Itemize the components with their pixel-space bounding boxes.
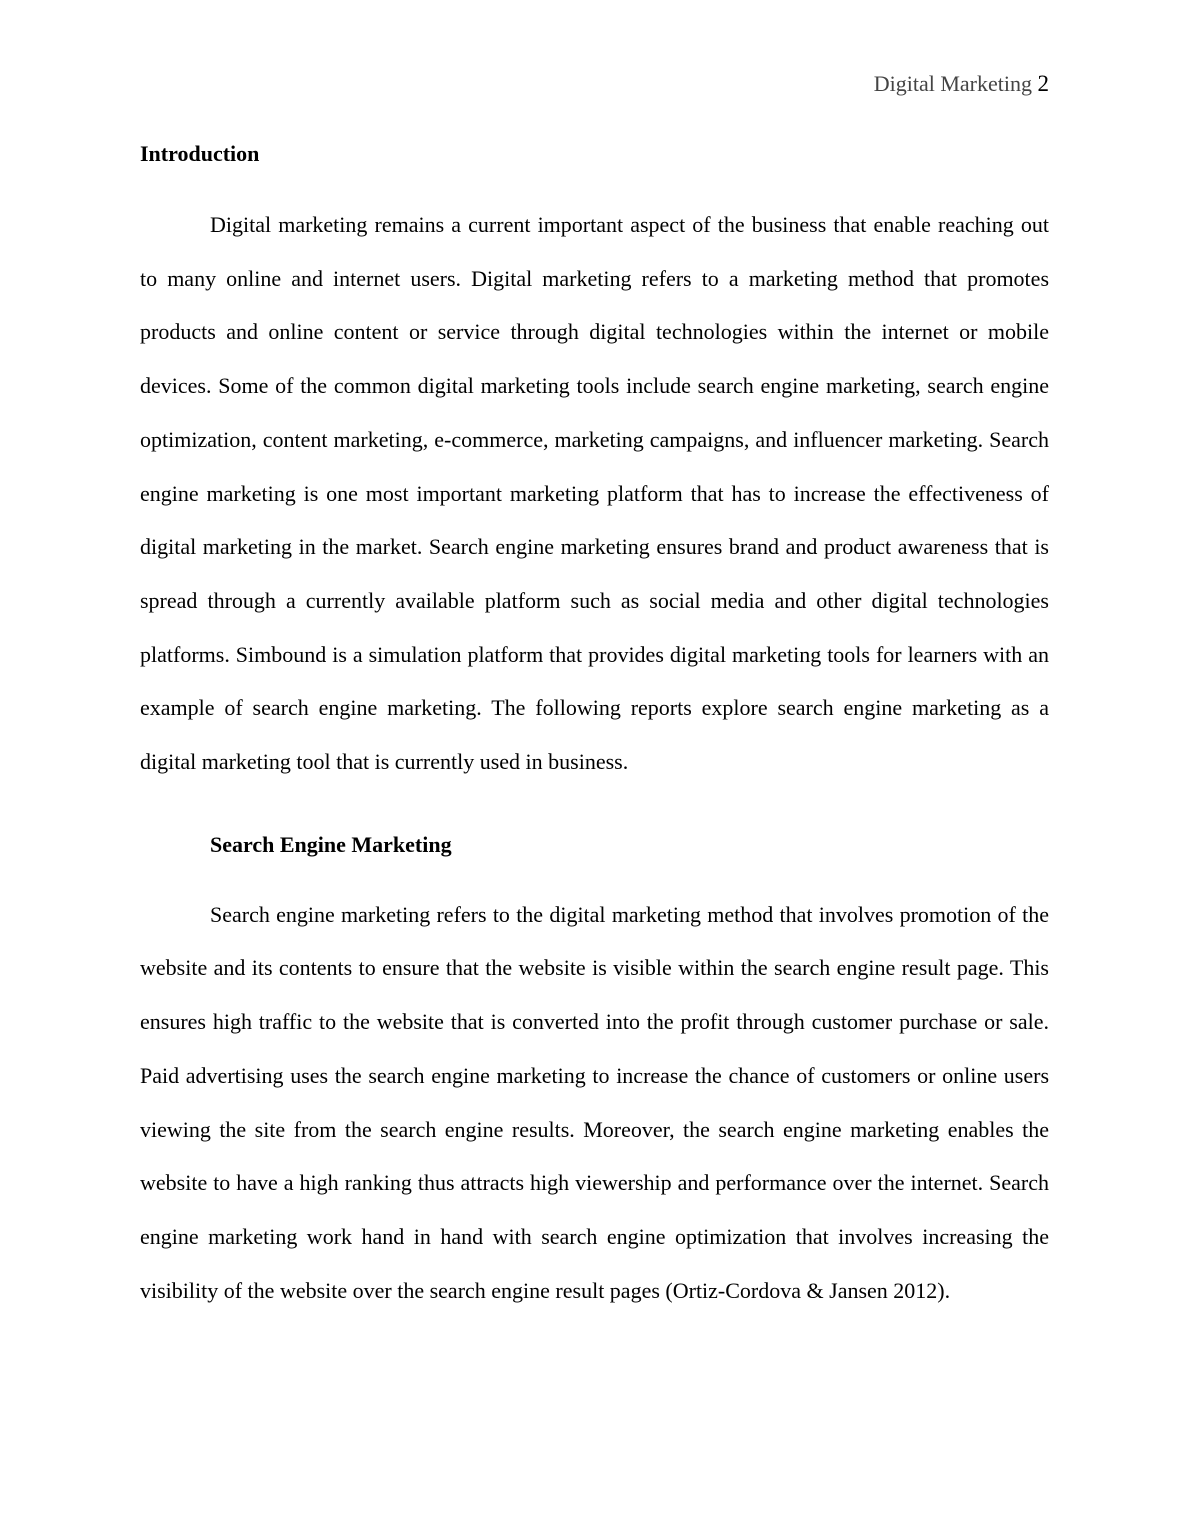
page-number: 2 (1037, 71, 1049, 96)
paragraph-introduction: Digital marketing remains a current important aspect of the business that enable reaching out to many online and internet users. Digital marketing refers to a marketing method that promotes products and online content or service through digital technologies within the internet or mobile devices. Some of the common digital marketing tools include search engine marketing, search engine optimization, content marketing, e-commerce, marketing campaigns, and influencer marketing. Search engine marketing is one most important marketing platform that has to increase the effectiveness of digital marketing in the market. Search engine marketing ensures brand and product awareness that is spread through a currently available platform such as social media and other digital technologies platforms. Simbound is a simulation platform that provides digital marketing tools for learners with an example of search engine marketing. The following reports explore search engine marketing as a digital marketing tool that is currently used in business. (140, 212, 1049, 775)
running-title: Digital Marketing (873, 71, 1032, 96)
document-body (140, 140, 1049, 1317)
paragraph-search-engine-marketing: Search engine marketing refers to the digital marketing method that involves promotion of the website and its contents to ensure that the website is visible within the search engine result page. This ensures high traffic to the website that is converted into the profit through customer purchase or sale. Paid advertising uses the search engine marketing to increase the chance of customers or online users viewing the site from the search engine results. Moreover, the search engine marketing enables the website to have a high ranking thus attracts high viewership and performance over the internet. Search engine marketing work hand in hand with search engine optimization that involves increasing the visibility of the website over the search engine result pages (Ortiz-Cordova & Jansen 2012). (140, 901, 1049, 1303)
running-header (874, 70, 1049, 98)
section-heading-search-engine-marketing: Search Engine Marketing (210, 831, 452, 857)
section-heading-introduction: Introduction (140, 141, 260, 166)
